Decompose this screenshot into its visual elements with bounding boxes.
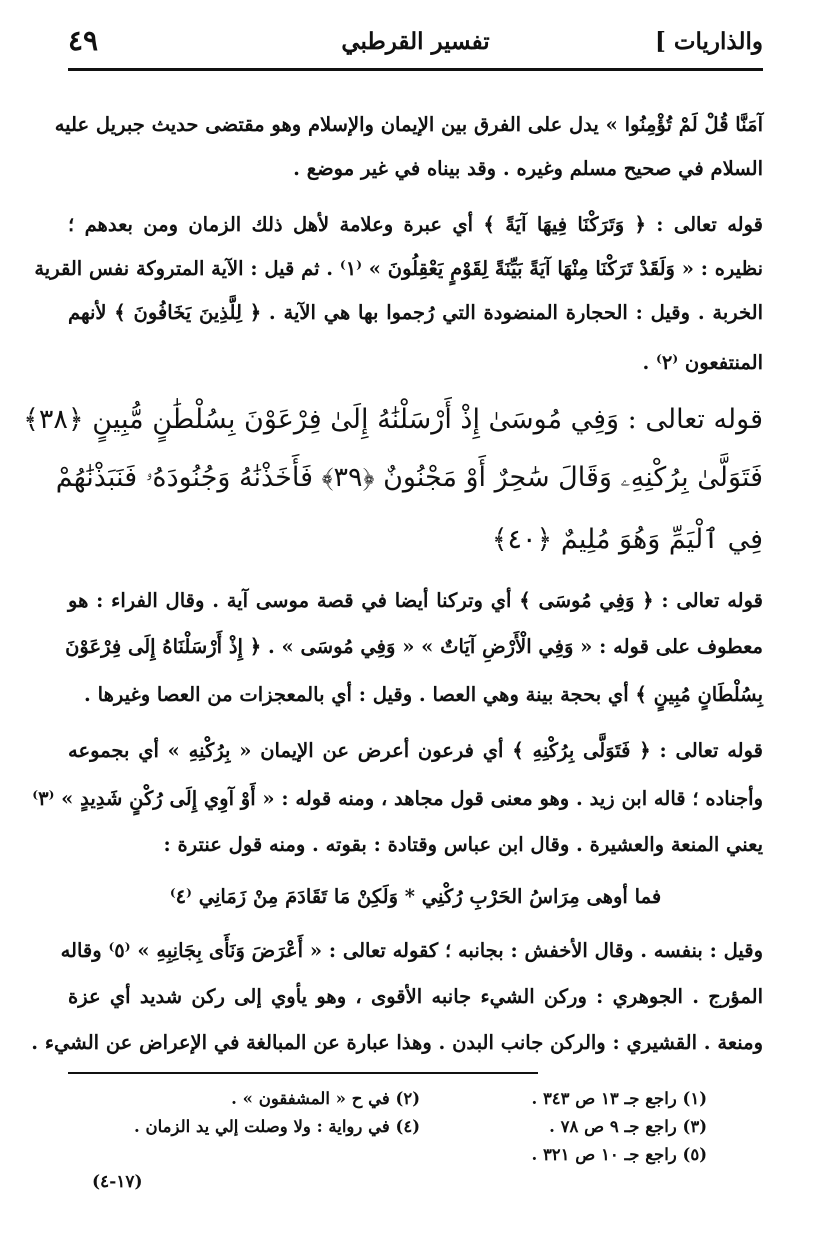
text-line: نظيره : « وَلَقَدْ تَرَكْنَا مِنْهَا آيَةً بَيِّنَةً لِقَوْمٍ يَعْقِلُونَ » ⁽١⁾ . ثم قيل : الآية المتروكة نفس القرية [34, 257, 763, 280]
page-header [68, 20, 763, 71]
quran-verse-line: قوله تعالى : وَفِي مُوسَىٰ إِذْ أَرْسَلْنَٰهُ إِلَىٰ فِرْعَوْنَ بِسُلْطَٰنٍ مُّبِينٍ ﴿٣٨﴾ [23, 404, 763, 435]
poem-verse: فما أوهى مِرَاسُ الحَرْبِ رُكْنِي * وَلَكِنْ مَا تَقَادَمَ مِنْ زَمَانِي ⁽٤⁾ [169, 885, 662, 908]
printer-signature: (١٧-٤) [92, 1172, 143, 1192]
footnote: (٥) راجع جـ ١٠ ص ٣٢١ . [531, 1145, 707, 1164]
text-line: الخربة . وقيل : الحجارة المنضودة التي رُجموا بها هي الآية . ﴿ لِلَّذِينَ يَخَافُونَ ﴾ لأنهم [68, 301, 763, 324]
text-line: قوله تعالى : ﴿ وَفِي مُوسَى ﴾ أي وتركنا أيضا في قصة موسى آية . وقال الفراء : هو [68, 589, 763, 612]
text-line: قوله تعالى : ﴿ فَتَوَلَّى بِرُكْنِهِ ﴾ أي فرعون أعرض عن الإيمان « بِرُكْنِهِ » أي بجموعه [68, 739, 763, 762]
quran-verse-line: فِي ٱلْيَمِّ وَهُوَ مُلِيمٌ ﴿٤٠﴾ [491, 524, 763, 555]
footnote: (٣) راجع جـ ٩ ص ٧٨ . [549, 1117, 707, 1136]
text-line: يعني المنعة والعشيرة . وقال ابن عباس وقتادة : بقوته . ومنه قول عنترة : [163, 833, 763, 856]
text-line: وأجناده ؛ قاله ابن زيد . وهو معنى قول مجاهد ، ومنه قوله : « أَوْ آوِي إِلَى رُكْنٍ شَدِيدٍ » ⁽٣⁾ [32, 787, 763, 810]
book-title: تفسير القرطبي [341, 28, 490, 55]
text-line: المؤرج . الجوهري : وركن الشيء جانبه الأقوى ، وهو يأوي إلى ركن شديد أي عزة [68, 985, 763, 1008]
text-line: وقيل : بنفسه . وقال الأخفش : بجانبه ؛ كقوله تعالى : « أَعْرَضَ وَنَأَى بِجَانِبِهِ » ⁽٥⁾ وقاله [60, 939, 763, 962]
text-line: آمَنَّا قُلْ لَمْ تُؤْمِنُوا » يدل على الفرق بين الإيمان والإسلام وهو مقتضى حديث جبريل عليه [54, 113, 763, 136]
footnote-divider [68, 1072, 538, 1074]
quran-verse-line: فَتَوَلَّىٰ بِرُكْنِهِۦ وَقَالَ سَٰحِرٌ أَوْ مَجْنُونٌ ﴿٣٩﴾ فَأَخَذْنَٰهُ وَجُنُودَهُۥ فَنَبَذْنَٰهُمْ [55, 462, 763, 493]
footnote: (٢) في ح « المشفقون » . [231, 1089, 420, 1108]
surah-name: والذاريات ] [654, 28, 763, 55]
text-line: ومنعة . القشيري : والركن جانب البدن . وهذا عبارة عن المبالغة في الإعراض عن الشيء . [31, 1031, 763, 1054]
text-line: قوله تعالى : ﴿ وَتَرَكْنَا فِيهَا آيَةً ﴾ أي عبرة وعلامة لأهل ذلك الزمان ومن بعدهم ؛ [68, 213, 763, 236]
text-line: بِسُلْطَانٍ مُبِينٍ ﴾ أي بحجة بينة وهي العصا . وقيل : أي بالمعجزات من العصا وغيرها . [84, 683, 763, 706]
footnote: (١) راجع جـ ١٣ ص ٣٤٣ . [531, 1089, 707, 1108]
text-line: المنتفعون ⁽٢⁾ . [642, 351, 763, 374]
page-number: ٤٩ [68, 24, 99, 57]
text-line: السلام في صحيح مسلم وغيره . وقد بيناه في غير موضع . [293, 157, 763, 180]
footnote: (٤) في رواية : ولا وصلت إلي يد الزمان . [134, 1117, 420, 1136]
text-line: معطوف على قوله : « وَفِي الْأَرْضِ آيَاتٌ » « وَفِي مُوسَى » . ﴿ إِذْ أَرْسَلْنَاهُ إِلَى فِرْعَوْنَ [65, 635, 763, 658]
